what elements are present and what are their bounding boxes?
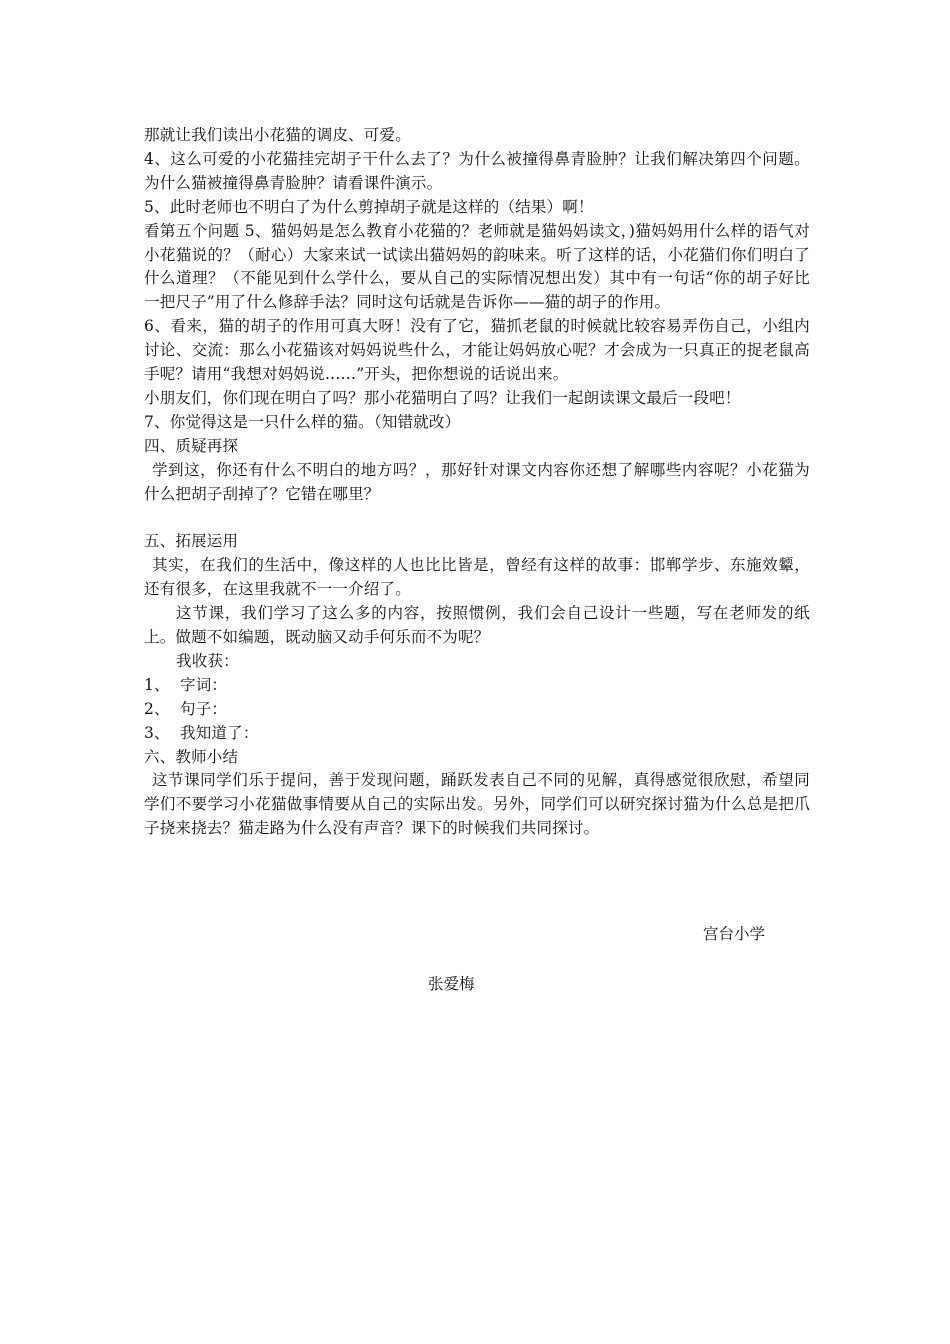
paragraph-section-5-stories: 其实，在我们的生活中，像这样的人也比比皆是，曾经有这样的故事：邯郸学步、东施效颦，还有很多，在这里我就不一一介绍了。 xyxy=(144,556,810,599)
paragraph-section-5-design: 这节课，我们学习了这么多的内容，按照惯例，我们会自己设计一些题，写在老师发的纸上。做题不如编题，既动脑又动手何乐而不为呢？ xyxy=(144,604,810,647)
paragraph-summary: 这节课同学们乐于提问，善于发现问题，踊跃发表自己不同的见解，真得感觉很欣慰，希望同学们不要学习小花猫做事情要从自己的实际出发。另外，同学们可以研究探讨猫为什么总是把爪子挠来挠去？猫走路为什么没有声音？课下的时候我们共同探讨。 xyxy=(144,771,810,838)
section-heading-4: 四、质疑再探 xyxy=(144,436,239,455)
harvest-item-knowledge: 3、 我知道了： xyxy=(144,723,259,742)
harvest-label: 我收获： xyxy=(176,651,239,670)
paragraph-section-4: 学到这，你还有什么不明白的地方吗？，那好针对课文内容你还想了解哪些内容呢？小花猫为什么把胡子刮掉了？它错在哪里？ xyxy=(144,460,810,503)
paragraph-intro: 那就让我们读出小花猫的调皮、可爱。 xyxy=(144,126,411,144)
signature-school: 宫台小学 xyxy=(703,925,766,943)
blank-line xyxy=(144,507,810,531)
harvest-item-sentences: 2、 句子： xyxy=(144,699,228,718)
paragraph-question-6: 6、看来，猫的胡子的作用可真大呀！没有了它，猫抓老鼠的时候就比较容易弄伤自己，小组内讨论、交流：那么小花猫该对妈妈说些什么，才能让妈妈放心呢？才会成为一只真正的捉老鼠高手呢？请用“我想对妈妈说……”开头，把你想说的话说出来。 xyxy=(144,317,810,384)
paragraph-question-5: 看第五个问题 5、猫妈妈是怎么教育小花猫的？老师就是猫妈妈读文，)猫妈妈用什么样的语气对小花猫说的？（耐心）大家来试一试读出猫妈妈的韵味来。听了这样的话，小花猫们你们明白了什么道理？（不能见到什么学什么，要从自己的实际情况想出发）其中有一句话“你的胡子好比一把尺子”用了什么修辞手法？同时这句话就是告诉你——猫的胡子的作用。 xyxy=(144,221,810,312)
paragraph-question-7: 7、你觉得这是一只什么样的猫。（知错就改） xyxy=(144,412,461,431)
harvest-item-words: 1、 字词： xyxy=(144,675,228,694)
paragraph-question-4: 4、这么可爱的小花猫挂完胡子干什么去了？为什么被撞得鼻青脸肿？让我们解决第四个问题。为什么猫被撞得鼻青脸肿？请看课件演示。 xyxy=(144,149,810,192)
section-heading-5: 五、拓展运用 xyxy=(144,532,239,551)
paragraph-read-aloud: 小朋友们，你们现在明白了吗？那小花猫明白了吗？让我们一起朗读课文最后一段吧！ xyxy=(144,388,741,407)
section-heading-6: 六、教师小结 xyxy=(144,747,239,766)
paragraph-question-5-result: 5、此时老师也不明白了为什么剪掉胡子就是这样的（结果）啊！ xyxy=(144,197,594,216)
signature-author: 张爱梅 xyxy=(428,975,475,993)
document-body xyxy=(144,124,810,841)
